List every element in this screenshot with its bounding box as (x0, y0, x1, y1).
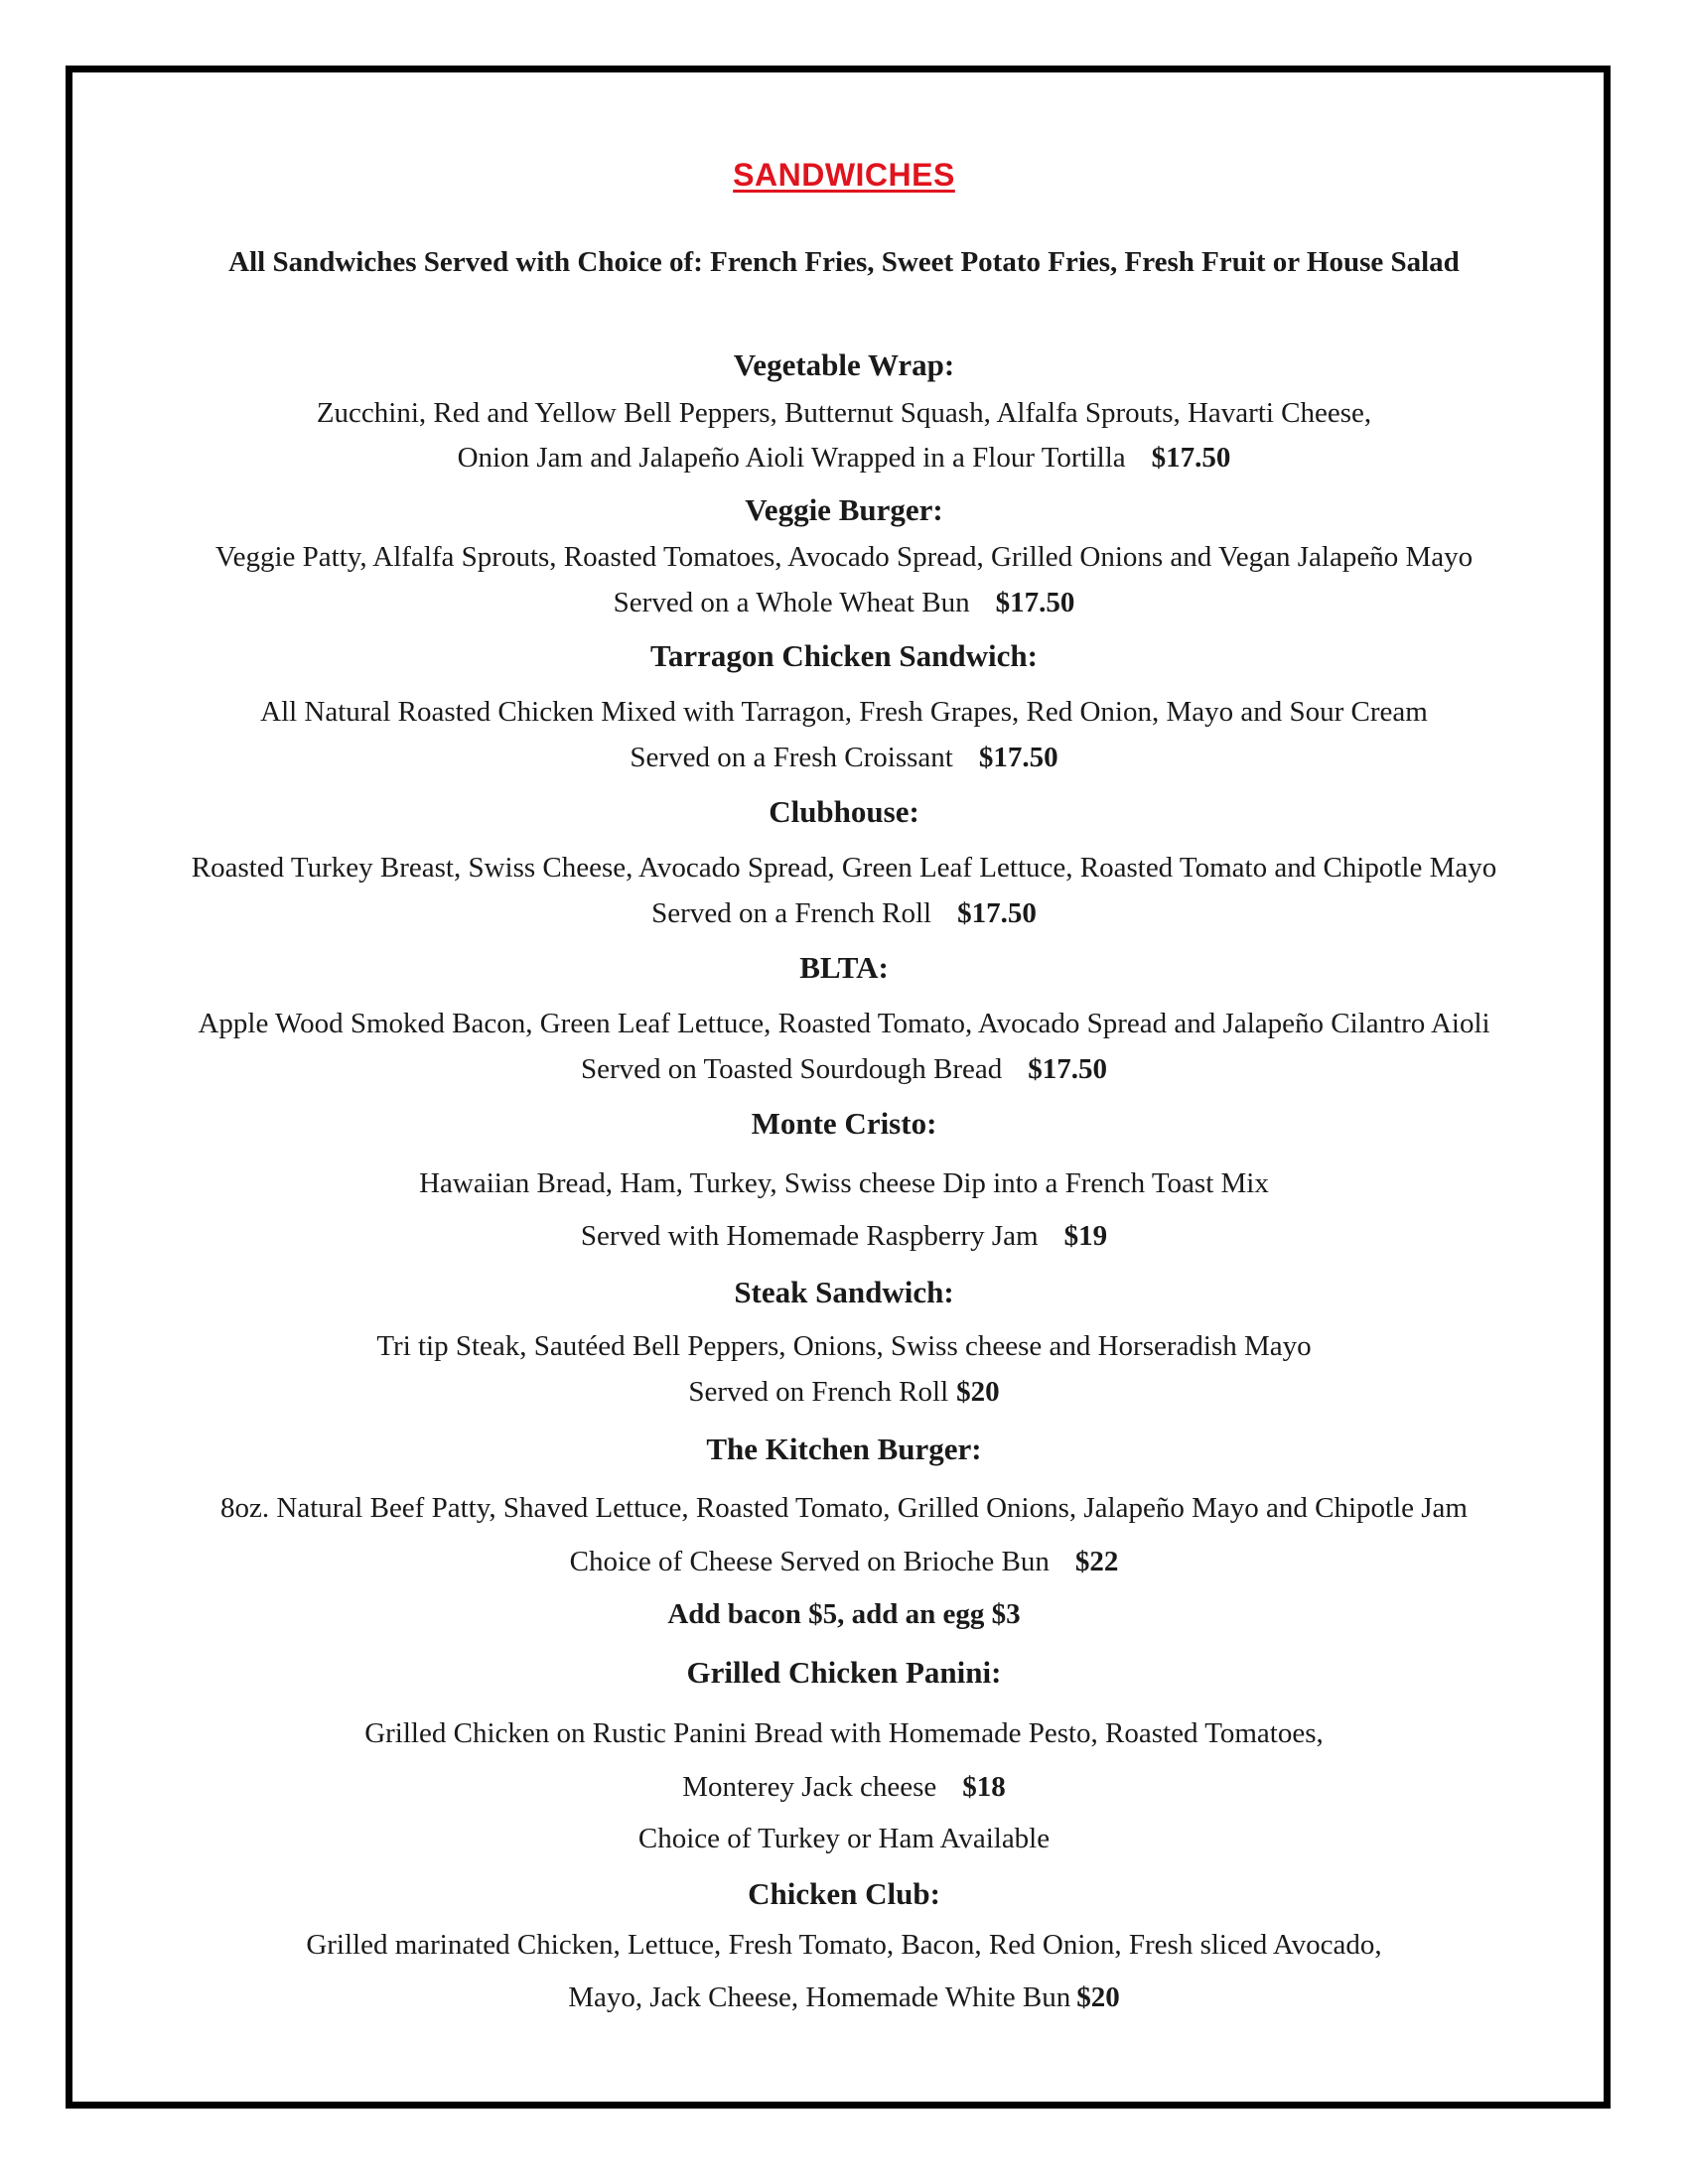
item-name-monte-cristo: Monte Cristo: (751, 1106, 937, 1141)
item-price-vegetable-wrap: $17.50 (1151, 442, 1231, 474)
item-serving-veggie-burger: Served on a Whole Wheat Bun $17.50 (613, 587, 1075, 618)
item-serving-tarragon-chicken: Served on a Fresh Croissant $17.50 (630, 742, 1058, 773)
item-name-tarragon-chicken: Tarragon Chicken Sandwich: (650, 638, 1038, 673)
item-price-clubhouse: $17.50 (957, 897, 1037, 929)
item-name-clubhouse: Clubhouse: (769, 794, 919, 829)
item-desc-tarragon-chicken: All Natural Roasted Chicken Mixed with Tarragon, Fresh Grapes, Red Onion, Mayo and Sour Cream (260, 696, 1428, 728)
item-name-kitchen-burger: The Kitchen Burger: (706, 1432, 982, 1466)
item-desc-kitchen-burger: 8oz. Natural Beef Patty, Shaved Lettuce, Roasted Tomato, Grilled Onions, Jalapeño Mayo and Chipotle Jam (220, 1492, 1468, 1524)
item-serving-vegetable-wrap: Onion Jam and Jalapeño Aioli Wrapped in a Flour Tortilla $17.50 (457, 442, 1231, 474)
item-name-veggie-burger: Veggie Burger: (745, 492, 943, 527)
item-serving-steak-sandwich: Served on French Roll $20 (688, 1376, 1000, 1408)
item-desc-chicken-club: Grilled marinated Chicken, Lettuce, Fresh Tomato, Bacon, Red Onion, Fresh sliced Avocado, (306, 1929, 1382, 1961)
item-name-grilled-chicken-panini: Grilled Chicken Panini: (686, 1655, 1002, 1690)
item-desc-steak-sandwich: Tri tip Steak, Sautéed Bell Peppers, Onions, Swiss cheese and Horseradish Mayo (376, 1330, 1312, 1362)
item-desc-monte-cristo: Hawaiian Bread, Ham, Turkey, Swiss cheese Dip into a French Toast Mix (419, 1167, 1269, 1199)
item-name-vegetable-wrap: Vegetable Wrap: (733, 347, 955, 382)
item-name-blta: BLTA: (799, 950, 889, 985)
item-price-blta: $17.50 (1028, 1053, 1108, 1085)
item-serving-monte-cristo: Served with Homemade Raspberry Jam $19 (580, 1220, 1108, 1252)
item-desc-blta: Apple Wood Smoked Bacon, Green Leaf Lettuce, Roasted Tomato, Avocado Spread and Jalapeño Cilantro Aioli (198, 1008, 1490, 1039)
item-price-steak-sandwich: $20 (956, 1376, 1000, 1408)
item-price-veggie-burger: $17.50 (995, 587, 1075, 618)
item-serving-kitchen-burger: Choice of Cheese Served on Brioche Bun $22 (569, 1546, 1119, 1577)
item-price-chicken-club: $20 (1076, 1981, 1120, 2013)
item-desc-veggie-burger: Veggie Patty, Alfalfa Sprouts, Roasted Tomatoes, Avocado Spread, Grilled Onions and Vegan Jalapeño Mayo (214, 541, 1474, 573)
menu-title: SANDWICHES (733, 157, 955, 193)
item-serving-chicken-club: Mayo, Jack Cheese, Homemade White Bun $20 (568, 1981, 1120, 2013)
item-price-monte-cristo: $19 (1063, 1220, 1108, 1252)
item-serving-grilled-chicken-panini: Monterey Jack cheese $18 (682, 1771, 1006, 1803)
item-name-steak-sandwich: Steak Sandwich: (734, 1275, 954, 1309)
item-price-grilled-chicken-panini: $18 (962, 1771, 1006, 1803)
item-addon-kitchen-burger: Add bacon $5, add an egg $3 (667, 1598, 1021, 1630)
menu-subtitle: All Sandwiches Served with Choice of: French Fries, Sweet Potato Fries, Fresh Fruit or House Salad (228, 246, 1460, 278)
item-desc-grilled-chicken-panini: Grilled Chicken on Rustic Panini Bread with Homemade Pesto, Roasted Tomatoes, (364, 1717, 1324, 1749)
item-price-kitchen-burger: $22 (1074, 1546, 1119, 1577)
item-desc-vegetable-wrap: Zucchini, Red and Yellow Bell Peppers, Butternut Squash, Alfalfa Sprouts, Havarti Cheese, (316, 397, 1372, 429)
item-serving-clubhouse: Served on a French Roll $17.50 (651, 897, 1037, 929)
item-desc-clubhouse: Roasted Turkey Breast, Swiss Cheese, Avocado Spread, Green Leaf Lettuce, Roasted Tomato and Chipotle Mayo (191, 852, 1497, 884)
item-serving-blta: Served on Toasted Sourdough Bread $17.50 (580, 1053, 1108, 1085)
item-note-grilled-chicken-panini: Choice of Turkey or Ham Available (637, 1823, 1051, 1854)
item-name-chicken-club: Chicken Club: (748, 1876, 940, 1911)
item-price-tarragon-chicken: $17.50 (978, 742, 1058, 773)
